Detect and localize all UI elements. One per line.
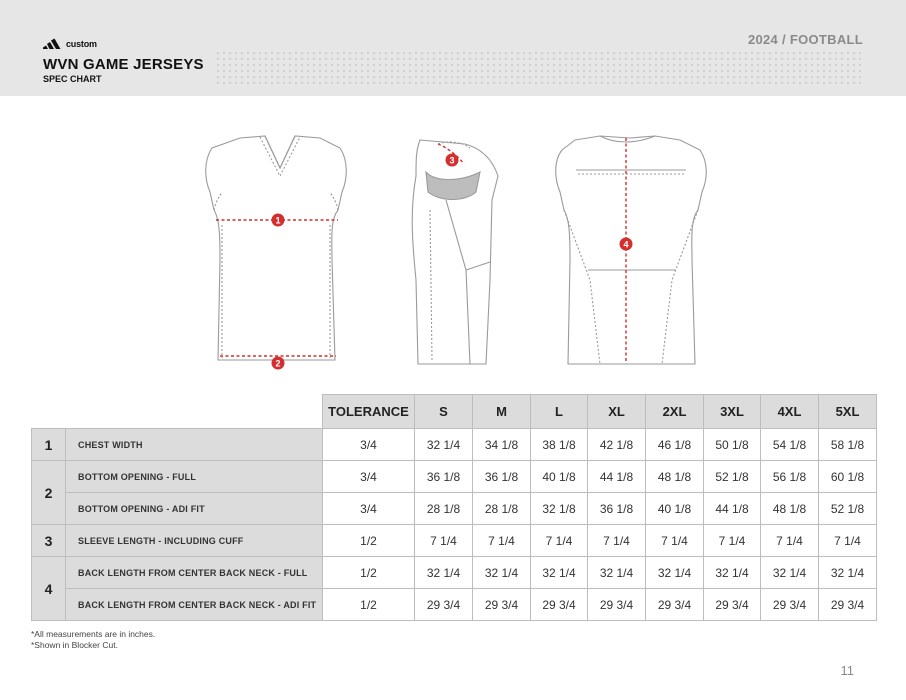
tolerance-cell: 3/4	[323, 493, 415, 525]
size-value-cell: 58 1/8	[819, 429, 877, 461]
svg-text:1: 1	[275, 215, 281, 226]
header-size-m: M	[473, 395, 531, 429]
table-row	[32, 429, 877, 461]
size-value-cell: 7 1/4	[473, 525, 531, 557]
measurement-lines	[216, 138, 629, 362]
size-value-cell: 32 1/8	[531, 493, 588, 525]
size-value-cell: 29 3/4	[531, 589, 588, 621]
measurement-number: 2	[32, 461, 66, 525]
jersey-diagram	[180, 130, 740, 380]
measurement-label: BACK LENGTH FROM CENTER BACK NECK - ADI FIT	[66, 589, 323, 621]
page-number: 11	[840, 663, 854, 678]
marker-3	[446, 154, 459, 167]
header-blank-cell	[32, 395, 323, 429]
size-value-cell: 32 1/4	[531, 557, 588, 589]
size-value-cell: 60 1/8	[819, 461, 877, 493]
table-row	[32, 589, 877, 621]
size-value-cell: 42 1/8	[588, 429, 646, 461]
size-value-cell: 7 1/4	[819, 525, 877, 557]
size-value-cell: 36 1/8	[473, 461, 531, 493]
marker-1	[272, 214, 285, 227]
size-value-cell: 40 1/8	[531, 461, 588, 493]
brand-logo	[43, 37, 97, 49]
tolerance-cell: 1/2	[323, 557, 415, 589]
measurement-number: 1	[32, 429, 66, 461]
size-value-cell: 36 1/8	[588, 493, 646, 525]
spec-table	[31, 394, 877, 621]
tolerance-cell: 1/2	[323, 525, 415, 557]
size-value-cell: 32 1/4	[646, 557, 704, 589]
size-value-cell: 32 1/4	[473, 557, 531, 589]
table-row	[32, 525, 877, 557]
measurement-number: 3	[32, 525, 66, 557]
size-value-cell: 54 1/8	[761, 429, 819, 461]
size-value-cell: 7 1/4	[761, 525, 819, 557]
size-value-cell: 44 1/8	[704, 493, 761, 525]
size-value-cell: 29 3/4	[761, 589, 819, 621]
size-value-cell: 29 3/4	[415, 589, 473, 621]
svg-text:4: 4	[623, 239, 629, 250]
document-title: WVN GAME JERSEYS	[43, 56, 204, 73]
size-value-cell: 7 1/4	[646, 525, 704, 557]
size-value-cell: 7 1/4	[588, 525, 646, 557]
footnote: *All measurements are in inches.	[31, 629, 156, 639]
header-tolerance: TOLERANCE	[323, 395, 415, 429]
header-size-l: L	[531, 395, 588, 429]
measurement-label: SLEEVE LENGTH - INCLUDING CUFF	[66, 525, 323, 557]
header-size-2xl: 2XL	[646, 395, 704, 429]
header-size-s: S	[415, 395, 473, 429]
header-size-5xl: 5XL	[819, 395, 877, 429]
size-value-cell: 50 1/8	[704, 429, 761, 461]
size-value-cell: 44 1/8	[588, 461, 646, 493]
header-size-4xl: 4XL	[761, 395, 819, 429]
tolerance-cell: 1/2	[323, 589, 415, 621]
size-value-cell: 52 1/8	[819, 493, 877, 525]
size-value-cell: 48 1/8	[646, 461, 704, 493]
size-value-cell: 34 1/8	[473, 429, 531, 461]
size-value-cell: 52 1/8	[704, 461, 761, 493]
brand-text: custom	[66, 39, 97, 49]
size-value-cell: 36 1/8	[415, 461, 473, 493]
size-value-cell: 28 1/8	[473, 493, 531, 525]
size-value-cell: 29 3/4	[704, 589, 761, 621]
size-value-cell: 29 3/4	[819, 589, 877, 621]
size-value-cell: 29 3/4	[588, 589, 646, 621]
size-value-cell: 32 1/4	[761, 557, 819, 589]
season-label: 2024 / FOOTBALL	[747, 32, 863, 47]
svg-text:3: 3	[449, 155, 455, 166]
size-value-cell: 29 3/4	[646, 589, 704, 621]
size-value-cell: 32 1/4	[588, 557, 646, 589]
jersey-front-illustration	[206, 136, 347, 360]
header-size-3xl: 3XL	[704, 395, 761, 429]
size-value-cell: 56 1/8	[761, 461, 819, 493]
header-size-xl: XL	[588, 395, 646, 429]
jersey-back-illustration	[556, 136, 707, 364]
table-header-row	[32, 395, 877, 429]
jersey-side-illustration	[412, 140, 498, 364]
measurement-label: BACK LENGTH FROM CENTER BACK NECK - FULL	[66, 557, 323, 589]
size-value-cell: 48 1/8	[761, 493, 819, 525]
size-value-cell: 46 1/8	[646, 429, 704, 461]
measurement-label: BOTTOM OPENING - ADI FIT	[66, 493, 323, 525]
footnotes	[31, 629, 155, 651]
tolerance-cell: 3/4	[323, 429, 415, 461]
size-value-cell: 38 1/8	[531, 429, 588, 461]
size-value-cell: 29 3/4	[473, 589, 531, 621]
tolerance-cell: 3/4	[323, 461, 415, 493]
measurement-number: 4	[32, 557, 66, 621]
svg-text:2: 2	[275, 358, 281, 369]
table-row	[32, 493, 877, 525]
table-row	[32, 557, 877, 589]
size-value-cell: 32 1/4	[704, 557, 761, 589]
size-value-cell: 7 1/4	[415, 525, 473, 557]
marker-2	[272, 357, 285, 370]
page-header	[0, 0, 906, 96]
document-subtitle: SPEC CHART	[43, 74, 102, 84]
measurement-label: BOTTOM OPENING - FULL	[66, 461, 323, 493]
size-value-cell: 7 1/4	[704, 525, 761, 557]
dot-pattern	[215, 50, 865, 86]
size-value-cell: 7 1/4	[531, 525, 588, 557]
three-bars-logo-icon	[43, 37, 63, 49]
size-value-cell: 40 1/8	[646, 493, 704, 525]
size-value-cell: 32 1/4	[415, 429, 473, 461]
size-value-cell: 28 1/8	[415, 493, 473, 525]
measurement-label: CHEST WIDTH	[66, 429, 323, 461]
size-value-cell: 32 1/4	[415, 557, 473, 589]
footnote: *Shown in Blocker Cut.	[31, 640, 118, 650]
table-row	[32, 461, 877, 493]
marker-4	[620, 238, 633, 251]
size-value-cell: 32 1/4	[819, 557, 877, 589]
